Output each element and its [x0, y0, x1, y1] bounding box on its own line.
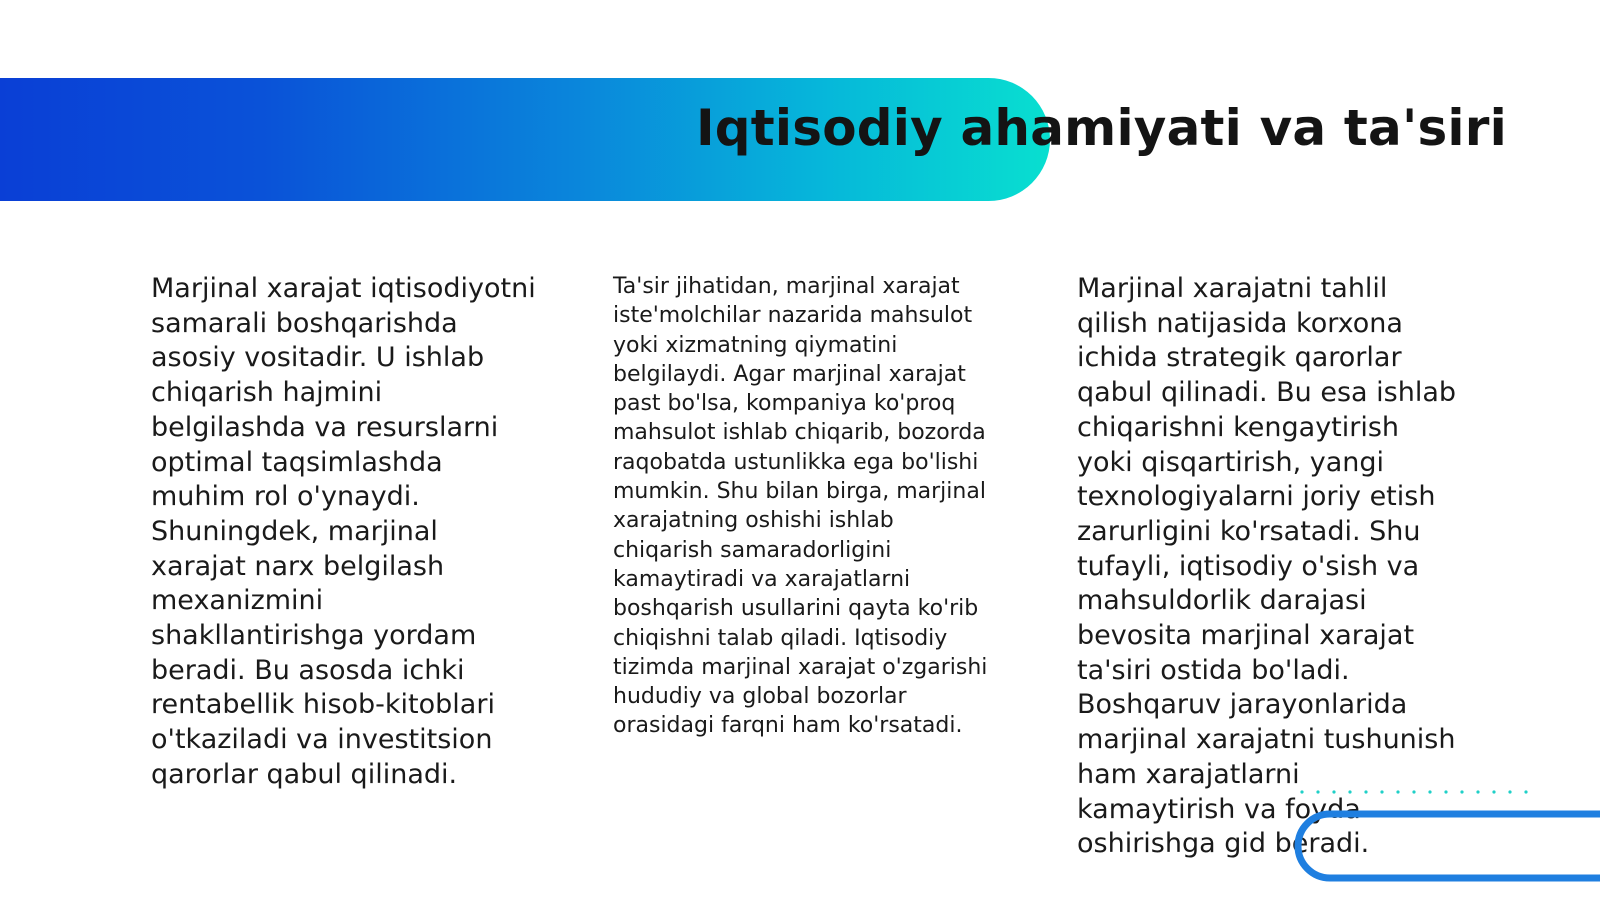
text-column-left: Marjinal xarajat iqtisodiyotni samarali boshqarishda asosiy vositadir. U ishlab chiqarish hajmini belgilashda va resurslarni optimal taqsimlashda muhim rol o'ynaydi. Shuningdek, marjinal xarajat narx belgilash mexanizmini shakllantirishga yordam beradi. Bu asosda ichki rentabellik hisob-kitoblari o'tkaziladi va investitsion qarorlar qabul qilinadi.	[151, 273, 536, 790]
text-column-right: Marjinal xarajatni tahlil qilish natijasida korxona ichida strategik qarorlar qabul qilinadi. Bu esa ishlab chiqarishni kengaytirish yoki qisqartirish, yangi texnologiyalarni joriy etish zarurligini ko'rsatadi. Shu tufayli, iqtisodiy o'sish va mahsuldorlik darajasi bevosita marjinal xarajat ta'siri ostida bo'ladi. Boshqaruv jarayonlarida marjinal xarajatni tushunish ham xarajatlarni kamaytirish va foyda oshirishga gid beradi.	[1077, 273, 1457, 860]
text-column-middle: Ta'sir jihatidan, marjinal xarajat iste'molchilar nazarida mahsulot yoki xizmatning qiymatini belgilaydi. Agar marjinal xarajat past bo'lsa, kompaniya ko'proq mahsulot ishlab chiqarib, bozorda raqobatda ustunlikka ega bo'lishi mumkin. Shu bilan birga, marjinal xarajatning oshishi ishlab chiqarish samaradorligini kamaytiradi va xarajatlarni boshqarish usullarini qayta ko'rib chiqishni talab qiladi. Iqtisodiy tizimda marjinal xarajat o'zgarishi hududiy va global bozorlar orasidagi farqni ham ko'rsatadi.	[613, 274, 988, 739]
slide-title: Iqtisodiy ahamiyati va ta'siri	[696, 99, 1507, 157]
